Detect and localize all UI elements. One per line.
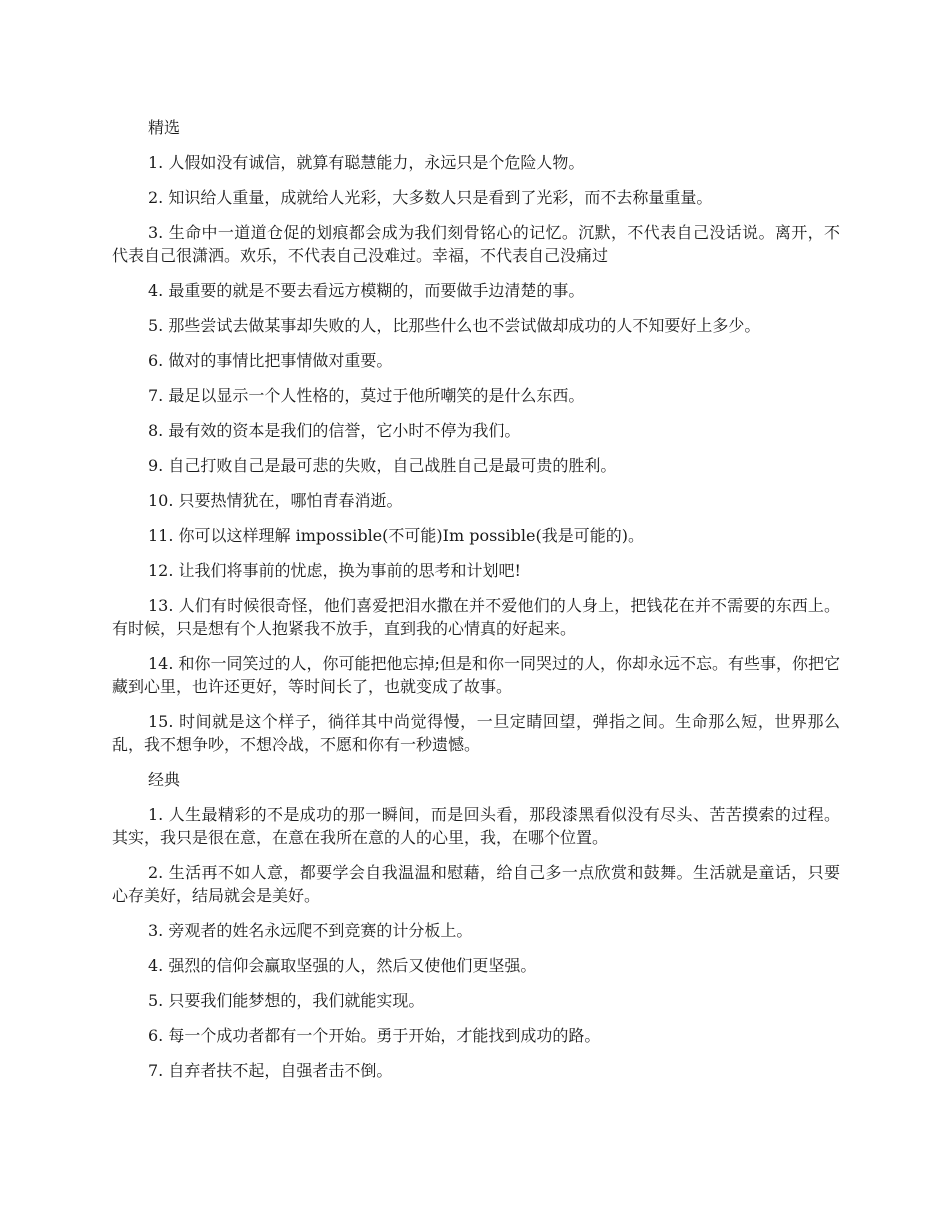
list-item: 2. 知识给人重量，成就给人光彩，大多数人只是看到了光彩，而不去称量重量。 xyxy=(148,188,713,207)
list-item: 4. 强烈的信仰会赢取坚强的人，然后又使他们更坚强。 xyxy=(148,956,537,975)
list-item: 11. 你可以这样理解 impossible(不可能)Im possible(我是可能的)。 xyxy=(148,526,644,545)
list-item: 13. 人们有时候很奇怪，他们喜爱把泪水撒在并不爱他们的人身上，把钱花在并不需要的东西上。有时候，只是想有个人抱紧我不放手，直到我的心情真的好起来。 xyxy=(112,596,840,638)
list-item: 3. 旁观者的姓名永远爬不到竞赛的计分板上。 xyxy=(148,921,473,940)
list-item: 14. 和你一同笑过的人，你可能把他忘掉;但是和你一同哭过的人，你却永远不忘。有些事，你把它藏到心里，也许还更好，等时间长了，也就变成了故事。 xyxy=(112,654,840,696)
list-item: 6. 每一个成功者都有一个开始。勇于开始，才能找到成功的路。 xyxy=(148,1026,601,1045)
list-item: 15. 时间就是这个样子，徜徉其中尚觉得慢，一旦定睛回望，弹指之间。生命那么短，世界那么乱，我不想争吵，不想冷战，不愿和你有一秒遗憾。 xyxy=(112,712,840,754)
list-item: 7. 最足以显示一个人性格的，莫过于他所嘲笑的是什么东西。 xyxy=(148,386,585,405)
list-item: 5. 只要我们能梦想的，我们就能实现。 xyxy=(148,991,425,1010)
section-heading: 精选 xyxy=(148,118,181,137)
list-item: 9. 自己打败自己是最可悲的失败，自己战胜自己是最可贵的胜利。 xyxy=(148,456,617,475)
list-item: 4. 最重要的就是不要去看远方模糊的，而要做手边清楚的事。 xyxy=(148,281,585,300)
list-item: 1. 人生最精彩的不是成功的那一瞬间，而是回头看，那段漆黑看似没有尽头、苦苦摸索的过程。其实，我只是很在意，在意在我所在意的人的心里，我，在哪个位置。 xyxy=(112,805,840,847)
section-jingdian xyxy=(112,768,840,1082)
list-item: 2. 生活再不如人意，都要学会自我温温和慰藉，给自己多一点欣赏和鼓舞。生活就是童话，只要心存美好，结局就会是美好。 xyxy=(112,863,840,905)
list-item: 12. 让我们将事前的忧虑，换为事前的思考和计划吧! xyxy=(148,561,521,580)
list-item: 5. 那些尝试去做某事却失败的人，比那些什么也不尝试做却成功的人不知要好上多少。 xyxy=(148,316,761,335)
list-item: 6. 做对的事情比把事情做对重要。 xyxy=(148,351,393,370)
list-item: 7. 自弃者扶不起，自强者击不倒。 xyxy=(148,1061,393,1080)
section-heading: 经典 xyxy=(148,770,181,789)
list-item: 10. 只要热情犹在，哪怕青春消逝。 xyxy=(148,491,403,510)
section-jingxuan xyxy=(112,116,840,756)
list-item: 3. 生命中一道道仓促的划痕都会成为我们刻骨铭心的记忆。沉默，不代表自己没话说。离开，不代表自己很潇洒。欢乐，不代表自己没难过。幸福，不代表自己没痛过 xyxy=(112,223,840,265)
list-item: 1. 人假如没有诚信，就算有聪慧能力，永远只是个危险人物。 xyxy=(148,153,585,172)
list-item: 8. 最有效的资本是我们的信誉，它小时不停为我们。 xyxy=(148,421,521,440)
